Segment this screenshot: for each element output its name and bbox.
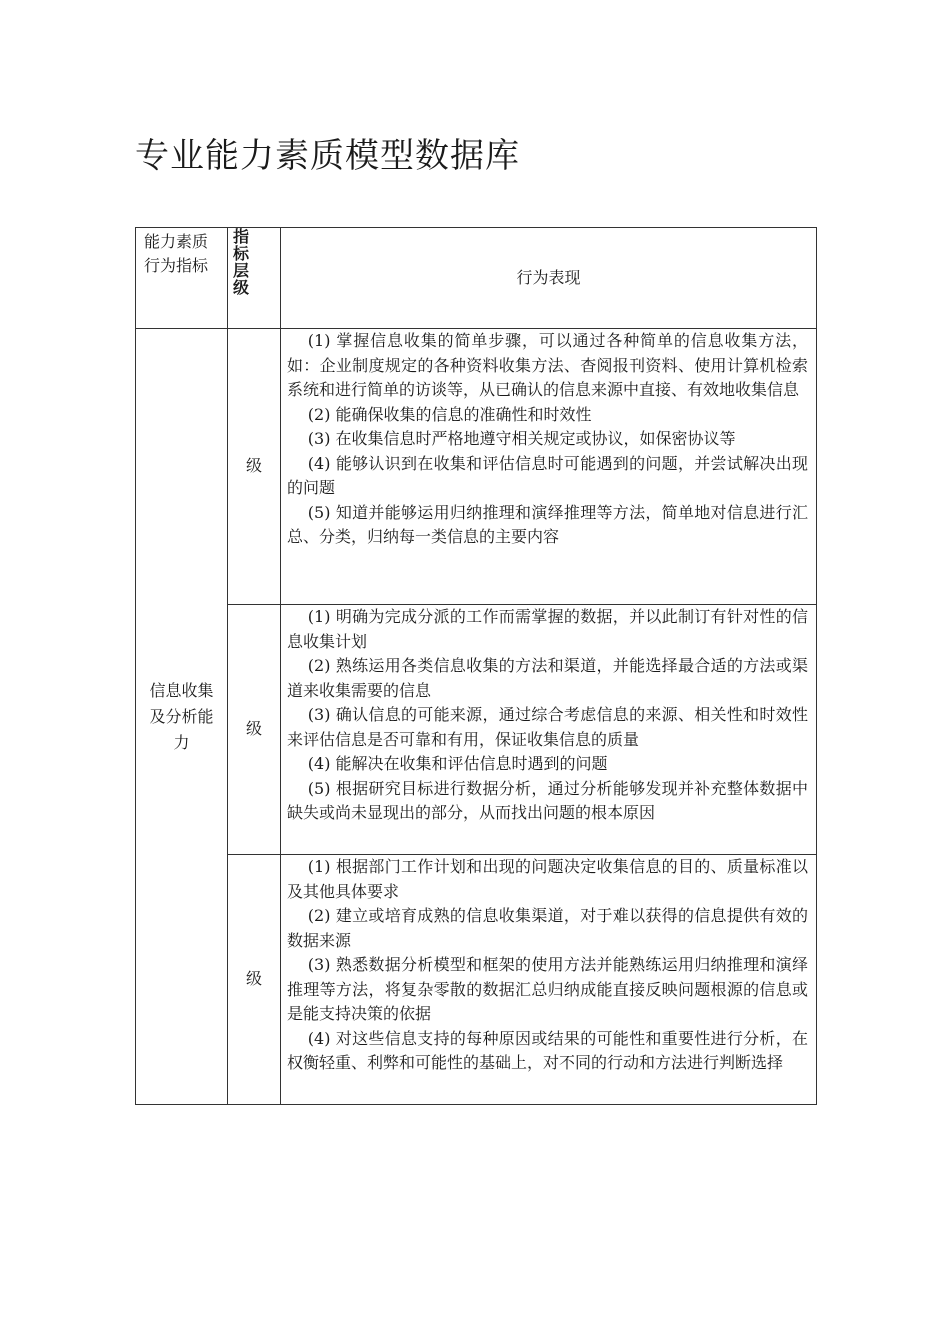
header-ability: 能力素质行为指标 (136, 228, 228, 329)
behavior-item: (3) 确认信息的可能来源，通过综合考虑信息的来源、相关性和时效性来评估信息是否可靠和有用，保证收集信息的质量 (287, 705, 808, 749)
header-level-label: 指标层级 (233, 227, 250, 297)
header-behavior: 行为表现 (281, 228, 817, 329)
level-cell: 级 (228, 329, 281, 605)
behavior-item: (2) 能确保收集的信息的准确性和时效性 (307, 404, 592, 424)
table-row (136, 605, 817, 855)
behavior-item: (4) 能解决在收集和评估信息时遇到的问题 (307, 754, 608, 773)
behavior-cell (281, 605, 817, 855)
behavior-item: (5) 根据研究目标进行数据分析，通过分析能够发现并补充整体数据中缺失或尚未显现出的部分，从而找出问题的根本原因 (287, 778, 808, 822)
level-cell: 级 (228, 855, 281, 1105)
competency-table (135, 227, 817, 1105)
behavior-item: (5) 知道并能够运用归纳推理和演绎推理等方法，简单地对信息进行汇总、分类，归纳每一类信息的主要内容 (287, 502, 808, 546)
ability-name-cell: 信息收集及分析能力 (136, 329, 228, 1105)
table-row (136, 329, 817, 605)
behavior-item: (3) 在收集信息时严格地遵守相关规定或协议，如保密协议等 (307, 429, 736, 448)
table-header-row (136, 228, 817, 329)
level-cell: 级 (228, 605, 281, 855)
behavior-cell (281, 329, 817, 605)
header-level (228, 228, 281, 329)
behavior-item: (4) 对这些信息支持的每种原因或结果的可能性和重要性进行分析，在权衡轻重、利弊和可能性的基础上，对不同的行动和方法进行判断选择 (287, 1028, 808, 1072)
table-row (136, 855, 817, 1105)
behavior-item: (1) 根据部门工作计划和出现的问题决定收集信息的目的、质量标准以及其他具体要求 (287, 857, 808, 901)
page-title: 专业能力素质模型数据库 (135, 136, 520, 176)
behavior-item: (3) 熟悉数据分析模型和框架的使用方法并能熟练运用归纳推理和演绎推理等方法，将复杂零散的数据汇总归纳成能直接反映问题根源的信息或是能支持决策的依据 (287, 955, 808, 1023)
behavior-item: (2) 建立或培育成熟的信息收集渠道，对于难以获得的信息提供有效的数据来源 (287, 906, 808, 950)
behavior-item: (1) 掌握信息收集的简单步骤，可以通过各种简单的信息收集方法，如：企业制度规定的各种资料收集方法、杳阅报刊资料、使用计算机检索系统和进行简单的访谈等，从已确认的信息来源中直接、有效地收集信息 (287, 331, 808, 399)
behavior-cell (281, 855, 817, 1105)
behavior-item: (4) 能够认识到在收集和评估信息时可能遇到的问题，并尝试解决出现的问题 (287, 453, 808, 497)
behavior-item: (1) 明确为完成分派的工作而需掌握的数据，并以此制订有针对性的信息收集计划 (287, 607, 808, 651)
behavior-item: (2) 熟练运用各类信息收集的方法和渠道，并能选择最合适的方法或渠道来收集需要的信息 (287, 656, 808, 700)
